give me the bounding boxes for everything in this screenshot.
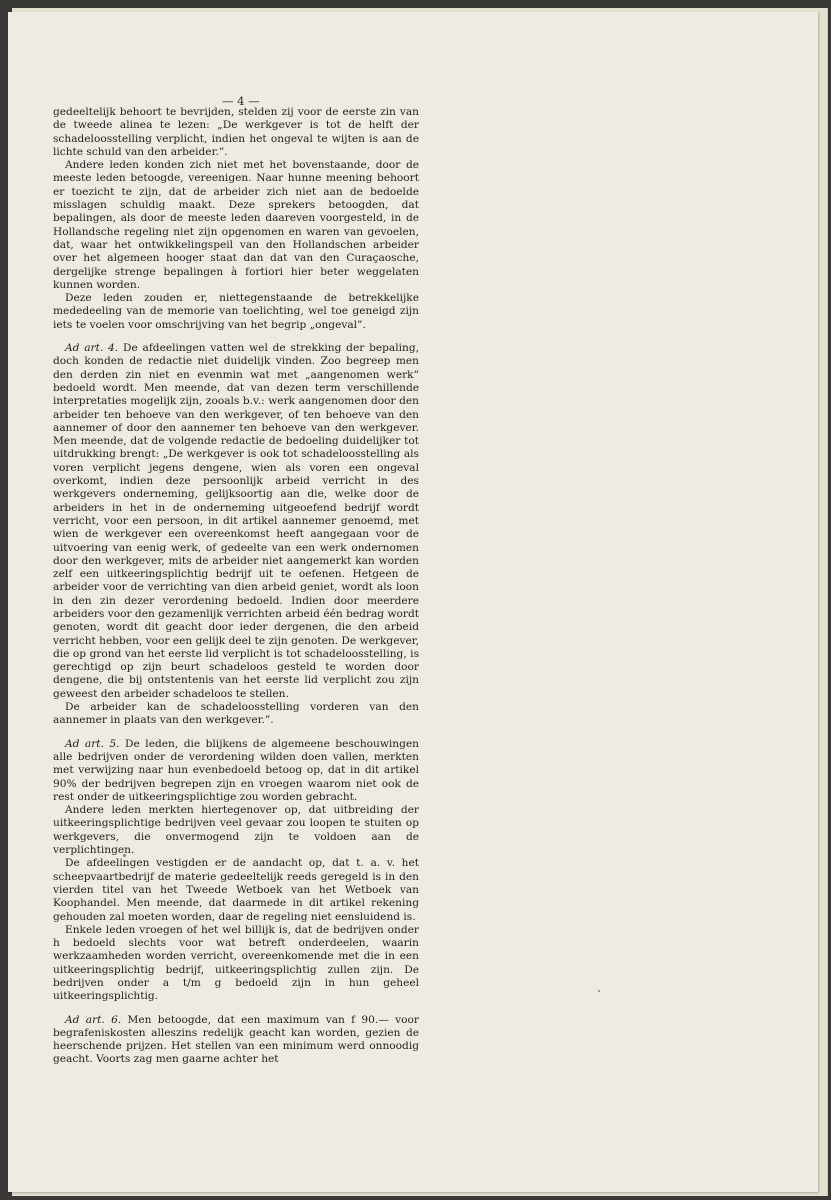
paragraph: gedeeltelijk behoort te bevrijden, stelden zij voor de eerste zin van de tweede alinea te lezen: „De werkgever is tot de helft der schadeloosstelling verplicht, indien het ongeval te wijten is aan de lichte schuld van den arbeider.”. <box>53 106 419 158</box>
article-6-paragraph <box>53 1014 419 1067</box>
paragraph: De arbeider kan de schadeloosstelling vorderen van den aannemer in plaats van den werkgever.”. <box>53 701 419 727</box>
article-label: Ad art. 5. <box>65 737 120 750</box>
paragraph: Deze leden zouden er, niettegenstaande de betrekkelijke mededeeling van de memorie van toelichting, wel toe geneigd zijn iets te voelen voor omschrijving van het begrip „ongeval”. <box>53 292 419 331</box>
paragraph: Andere leden merkten hiertegenover op, dat uitbreiding der uitkeeringsplichtige bedrijven veel gevaar zou loopen te stuiten op werkgevers, die onvermogend zijn te voldoen aan de verplichtingen. <box>53 804 419 857</box>
article-label: Ad art. 4. <box>65 342 119 355</box>
paragraph-text: De afdeelingen vatten wel de strekking der bepaling, doch konden de redactie niet duidelijk vinden. Zoo begreep men den derden zin niet en evenmin wat met „aangenomen werk” bedoeld wordt. Men meende, dat van dezen term verschillende interpretaties mogelijk zijn, zooals b.v.: werk aangenomen door den arbeider ten behoeve van den werkgever, of ten behoeve van den aannemer of door den aannemer ten behoeve van den werkgever. Men meende, dat de volgende redactie de bedoeling duidelijker tot uitdrukking brengt: „De werkgever is ook tot schadeloosstelling als voren verplicht jegens dengene, wien als voren een ongeval overkomt, indien deze persoonlijk arbeid verricht in des werkgevers onderneming, gelijksoortig aan die, welke door de arbeiders in het in de onderneming uitgeoefend bedrijf wordt verricht, voor een persoon, in dit artikel aannemer genoemd, met wien de werkgever een overeenkomst heeft aangegaan voor de uitvoering van eenig werk, of gedeelte van een werk ondernomen door den werkgever, mits de arbeider niet aangemerkt kan worden zelf een uitkeeringsplichtig bedrijf uit te oefenen. Hetgeen de arbeider voor de verrichting van dien arbeid geniet, wordt als loon in den zin dezer verordening bedoeld. Indien door meerdere arbeiders voor den gezamenlijk verrichten arbeid één bedrag wordt genoten, wordt dit geacht door ieder dergenen, die den arbeid verricht hebben, voor een gelijk deel te zijn genoten. De werkgever, die op grond van het eerste lid verplicht is tot schadeloosstelling, is gerechtigd op zijn beurt schadeloos gesteld te worden door dengene, die bij ontstentenis van het eerste lid verplicht zou zijn geweest den arbeider schadeloos te stellen. <box>53 342 419 700</box>
page-number: — 4 — <box>222 94 260 108</box>
paragraph-text: Men betoogde, dat een maximum van f 90.— voor begrafeniskosten alleszins redelijk geacht kan worden, gezien de heerschende prijzen. Het stellen van een minimum werd onnoodig geacht. Voorts zag men gaarne achter het <box>53 1013 419 1066</box>
paragraph: Enkele leden vroegen of het wel billijk is, dat de bedrijven onder h bedoeld slechts voor wat betreft onderdeelen, waarin werkzaamheden worden verricht, overeenkomende met die in een uitkeeringsplichtig bedrijf, uitkeeringsplichtig zullen zijn. De bedrijven onder a t/m g bedoeld zijn in hun geheel uitkeeringsplichtig. <box>53 923 419 1003</box>
paper-speck <box>598 990 600 992</box>
paragraph: De afdeelingen vestigden er de aandacht op, dat t. a. v. het scheepvaartbedrijf de materie gedeeltelijk reeds geregeld is in den vierden titel van het Tweede Wetboek van het Wetboek van Koophandel. Men meende, dat daarmede in dit artikel rekening gehouden zal moeten worden, daar de regeling niet eensluidend is. <box>53 857 419 923</box>
paragraph: Andere leden konden zich niet met het bovenstaande, door de meeste leden betoogde, vereenigen. Naar hunne meening behoort er toezicht te zijn, dat de arbeider zich niet aan de bedoelde misslagen schuldig maakt. Deze sprekers betoogden, dat bepalingen, als door de meeste leden daareven voorgesteld, in de Hollandsche regeling niet zijn opgenomen en waren van gevoelen, dat, waar het ontwikkelingspeil van den Hollandschen arbeider over het algemeen hooger staat dan dat van den Curaçaosche, dergelijke strenge bepalingen à fortiori hier beter weggelaten kunnen worden. <box>53 159 419 291</box>
paragraph-text: De leden, die blijkens de algemeene beschouwingen alle bedrijven onder de verordening wilden doen vallen, merkten met verwijzing naar hun evenbedoeld betoog op, dat in dit artikel 90% der bedrijven begrepen zijn en vroegen waarom niet ook de rest onder de uitkeeringsplichtige zou worden gebracht. <box>53 737 419 803</box>
article-label: Ad art. 6. <box>65 1013 122 1026</box>
document-body <box>53 106 419 1067</box>
article-5-paragraph <box>53 738 419 804</box>
article-4-paragraph <box>53 342 419 701</box>
